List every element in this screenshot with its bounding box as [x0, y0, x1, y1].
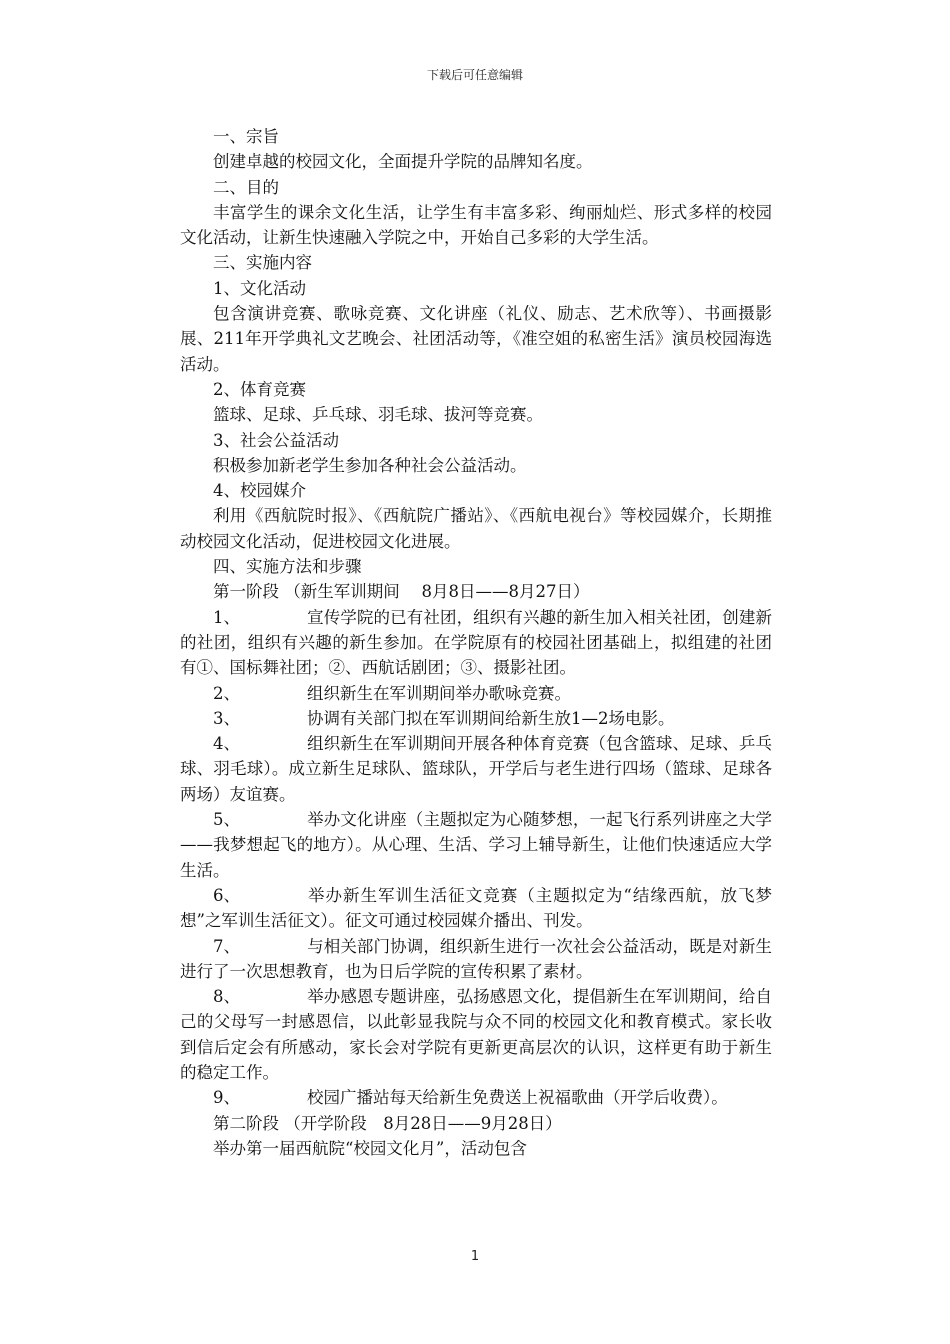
list-item — [180, 883, 772, 934]
paragraph: 包含演讲竞赛、歌咏竞赛、文化讲座（礼仪、励志、艺术欣等）、书画摄影展、211年开学典礼文艺晚会、社团活动等，《准空姐的私密生活》演员校园海选活动。 — [180, 304, 772, 374]
paragraph: 篮球、足球、乒乓球、羽毛球、拔河等竞赛。 — [213, 405, 543, 425]
list-item-text: 协调有关部门拟在军训期间给新生放1—2场电影。 — [307, 708, 675, 728]
list-item-text: 举办新生军训生活征文竞赛（主题拟定为“结缘西航，放飞梦想”之军训生活征文）。征文可通过校园媒介播出、刊发。 — [180, 885, 772, 931]
list-item-number: 1、 — [213, 607, 240, 627]
list-item — [180, 605, 772, 681]
section-heading: 二、目的 — [213, 177, 279, 197]
subheading: 3、社会公益活动 — [213, 430, 339, 450]
page-header: 下载后可任意编辑 — [426, 68, 523, 82]
paragraph: 丰富学生的课余文化生活，让学生有丰富多彩、绚丽灿烂、形式多样的校园文化活动，让新生快速融入学院之中，开始自己多彩的大学生活。 — [180, 202, 772, 248]
list-item — [180, 1085, 772, 1110]
list-item-text: 举办文化讲座（主题拟定为心随梦想，一起飞行系列讲座之大学——我梦想起飞的地方）。从心理、生活、学习上辅导新生，让他们快速适应大学生活。 — [180, 810, 772, 880]
list-item-text: 组织新生在军训期间开展各种体育竞赛（包含篮球、足球、乒乓球、羽毛球）。成立新生足球队、篮球队，开学后与老生进行四场（篮球、足球各两场）友谊赛。 — [180, 734, 772, 804]
list-item-number: 9、 — [213, 1088, 240, 1108]
list-item-text: 与相关部门协调，组织新生进行一次社会公益活动，既是对新生进行了一次思想教育，也为日后学院的宣传积累了素材。 — [180, 936, 772, 981]
section-heading: 一、宗旨 — [213, 127, 279, 146]
list-item-text: 校园广播站每天给新生免费送上祝福歌曲（开学后收费）。 — [307, 1088, 728, 1108]
stage-heading: 第二阶段 （开学阶段 8月28日——9月28日） — [213, 1113, 562, 1133]
list-item — [180, 681, 772, 706]
paragraph: 举办第一届西航院“校园文化月”，活动包含 — [213, 1138, 527, 1158]
list-item-text: 宣传学院的已有社团，组织有兴趣的新生加入相关社团，创建新的社团，组织有兴趣的新生参加。在学院原有的校园社团基础上，拟组建的社团有①、国标舞社团；②、西航话剧团；③、摄影社团。 — [180, 607, 772, 678]
list-item-number: 7、 — [213, 936, 240, 956]
list-item — [180, 807, 772, 883]
list-item-number: 3、 — [213, 708, 240, 728]
list-item-number: 4、 — [213, 734, 240, 754]
section-heading: 四、实施方法和步骤 — [213, 557, 362, 577]
page-number: 1 — [470, 1249, 480, 1264]
list-item-number: 6、 — [213, 885, 240, 905]
stage-heading: 第一阶段 （新生军训期间 8月8日——8月27日） — [213, 582, 590, 602]
list-item-text: 组织新生在军训期间举办歌咏竞赛。 — [307, 683, 571, 703]
paragraph: 利用《西航院时报》、《西航院广播站》、《西航电视台》等校园媒介，长期推动校园文化活动，促进校园文化进展。 — [180, 506, 772, 551]
subheading: 1、文化活动 — [213, 278, 306, 298]
list-item-number: 8、 — [213, 987, 240, 1007]
paragraph: 创建卓越的校园文化，全面提升学院的品牌知名度。 — [213, 152, 593, 172]
list-item-number: 2、 — [213, 683, 240, 703]
list-item-text: 举办感恩专题讲座，弘扬感恩文化，提倡新生在军训期间，给自己的父母写一封感恩信，以此彰显我院与众不同的校园文化和教育模式。家长收到信后定会有所感动，家长会对学院有更新更高层次的认识，这样更有助于新生的稳定工作。 — [180, 987, 772, 1082]
list-item — [180, 706, 772, 731]
document-body — [180, 124, 772, 1161]
list-item — [180, 984, 772, 1085]
section-heading: 三、实施内容 — [213, 253, 312, 273]
list-item-number: 5、 — [213, 810, 240, 830]
subheading: 4、校园媒介 — [213, 481, 306, 501]
list-item — [180, 731, 772, 807]
paragraph: 积极参加新老学生参加各种社会公益活动。 — [213, 455, 527, 475]
list-item — [180, 934, 772, 985]
subheading: 2、体育竞赛 — [213, 379, 306, 399]
